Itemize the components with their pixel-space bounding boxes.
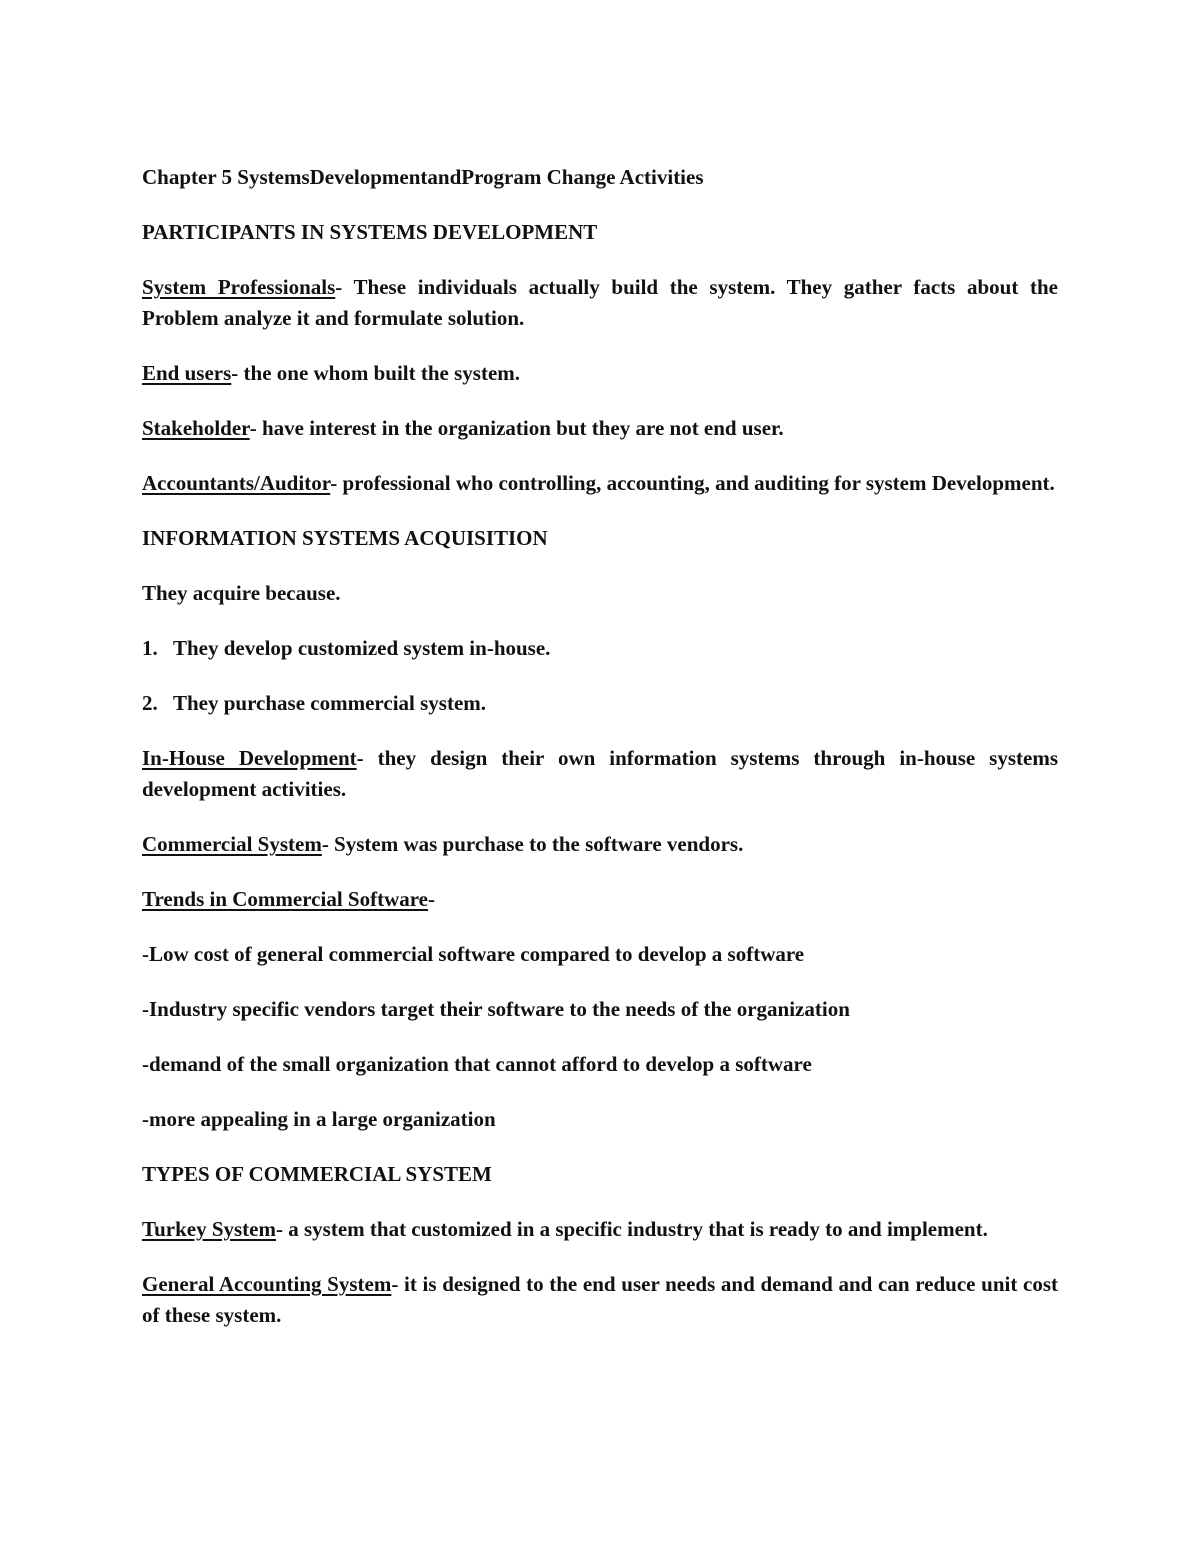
- section-heading-types: TYPES OF COMMERCIAL SYSTEM: [142, 1162, 492, 1186]
- definition-system-professionals: [142, 272, 1058, 334]
- definition-commercial-system: [142, 829, 1058, 860]
- document-page: [142, 162, 1058, 1355]
- definition-in-house-development: [142, 743, 1058, 805]
- list-number: 2.: [142, 691, 158, 715]
- acquire-list: [142, 633, 1058, 719]
- term-label: Trends in Commercial Software: [142, 887, 429, 911]
- trend-item: -demand of the small organization that cannot afford to develop a software: [142, 1052, 812, 1076]
- term-definition: - professional who controlling, accounting, and auditing for system Development.: [330, 471, 1055, 495]
- list-item: [142, 633, 1058, 664]
- trend-item: -Industry specific vendors target their software to the needs of the organization: [142, 997, 850, 1021]
- list-item: [142, 688, 1058, 719]
- term-label: Accountants/Auditor: [142, 471, 331, 495]
- term-definition: - they design their own information systems through in-house systems development activities.: [142, 746, 1058, 801]
- section-heading-acquisition: INFORMATION SYSTEMS ACQUISITION: [142, 526, 548, 550]
- acquire-intro: They acquire because.: [142, 581, 341, 605]
- list-item-text: They purchase commercial system.: [173, 691, 487, 715]
- term-label: End users: [142, 361, 232, 385]
- definition-end-users: [142, 358, 1058, 389]
- term-label: Commercial System: [142, 832, 322, 856]
- section-heading-participants: PARTICIPANTS IN SYSTEMS DEVELOPMENT: [142, 220, 598, 244]
- trend-item: -more appealing in a large organization: [142, 1107, 496, 1131]
- document-title: Chapter 5 SystemsDevelopmentandProgram Change Activities: [142, 165, 704, 189]
- term-label: In-House Development: [142, 746, 357, 770]
- definition-stakeholder: [142, 413, 1058, 444]
- definition-accountants-auditor: [142, 468, 1058, 499]
- list-item-text: They develop customized system in-house.: [173, 636, 551, 660]
- term-definition: - have interest in the organization but they are not end user.: [249, 416, 784, 440]
- term-definition: - it is designed to the end user needs and demand and can reduce unit cost of these system.: [142, 1272, 1059, 1327]
- definition-turkey-system: [142, 1214, 1058, 1245]
- term-definition: - a system that customized in a specific industry that is ready to and implement.: [276, 1217, 988, 1241]
- term-definition: - These individuals actually build the system. They gather facts about the Problem analyze it and formulate solution.: [142, 275, 1058, 330]
- list-number: 1.: [142, 636, 158, 660]
- term-definition: -: [428, 887, 436, 911]
- definition-general-accounting-system: [142, 1269, 1058, 1331]
- term-definition: - the one whom built the system.: [231, 361, 521, 385]
- trend-item: -Low cost of general commercial software compared to develop a software: [142, 942, 805, 966]
- term-label: Turkey System: [142, 1217, 276, 1241]
- term-label: Stakeholder: [142, 416, 250, 440]
- term-label: General Accounting System: [142, 1272, 392, 1296]
- definition-trends: [142, 884, 1058, 915]
- term-label: System Professionals: [142, 275, 336, 299]
- term-definition: - System was purchase to the software vendors.: [321, 832, 744, 856]
